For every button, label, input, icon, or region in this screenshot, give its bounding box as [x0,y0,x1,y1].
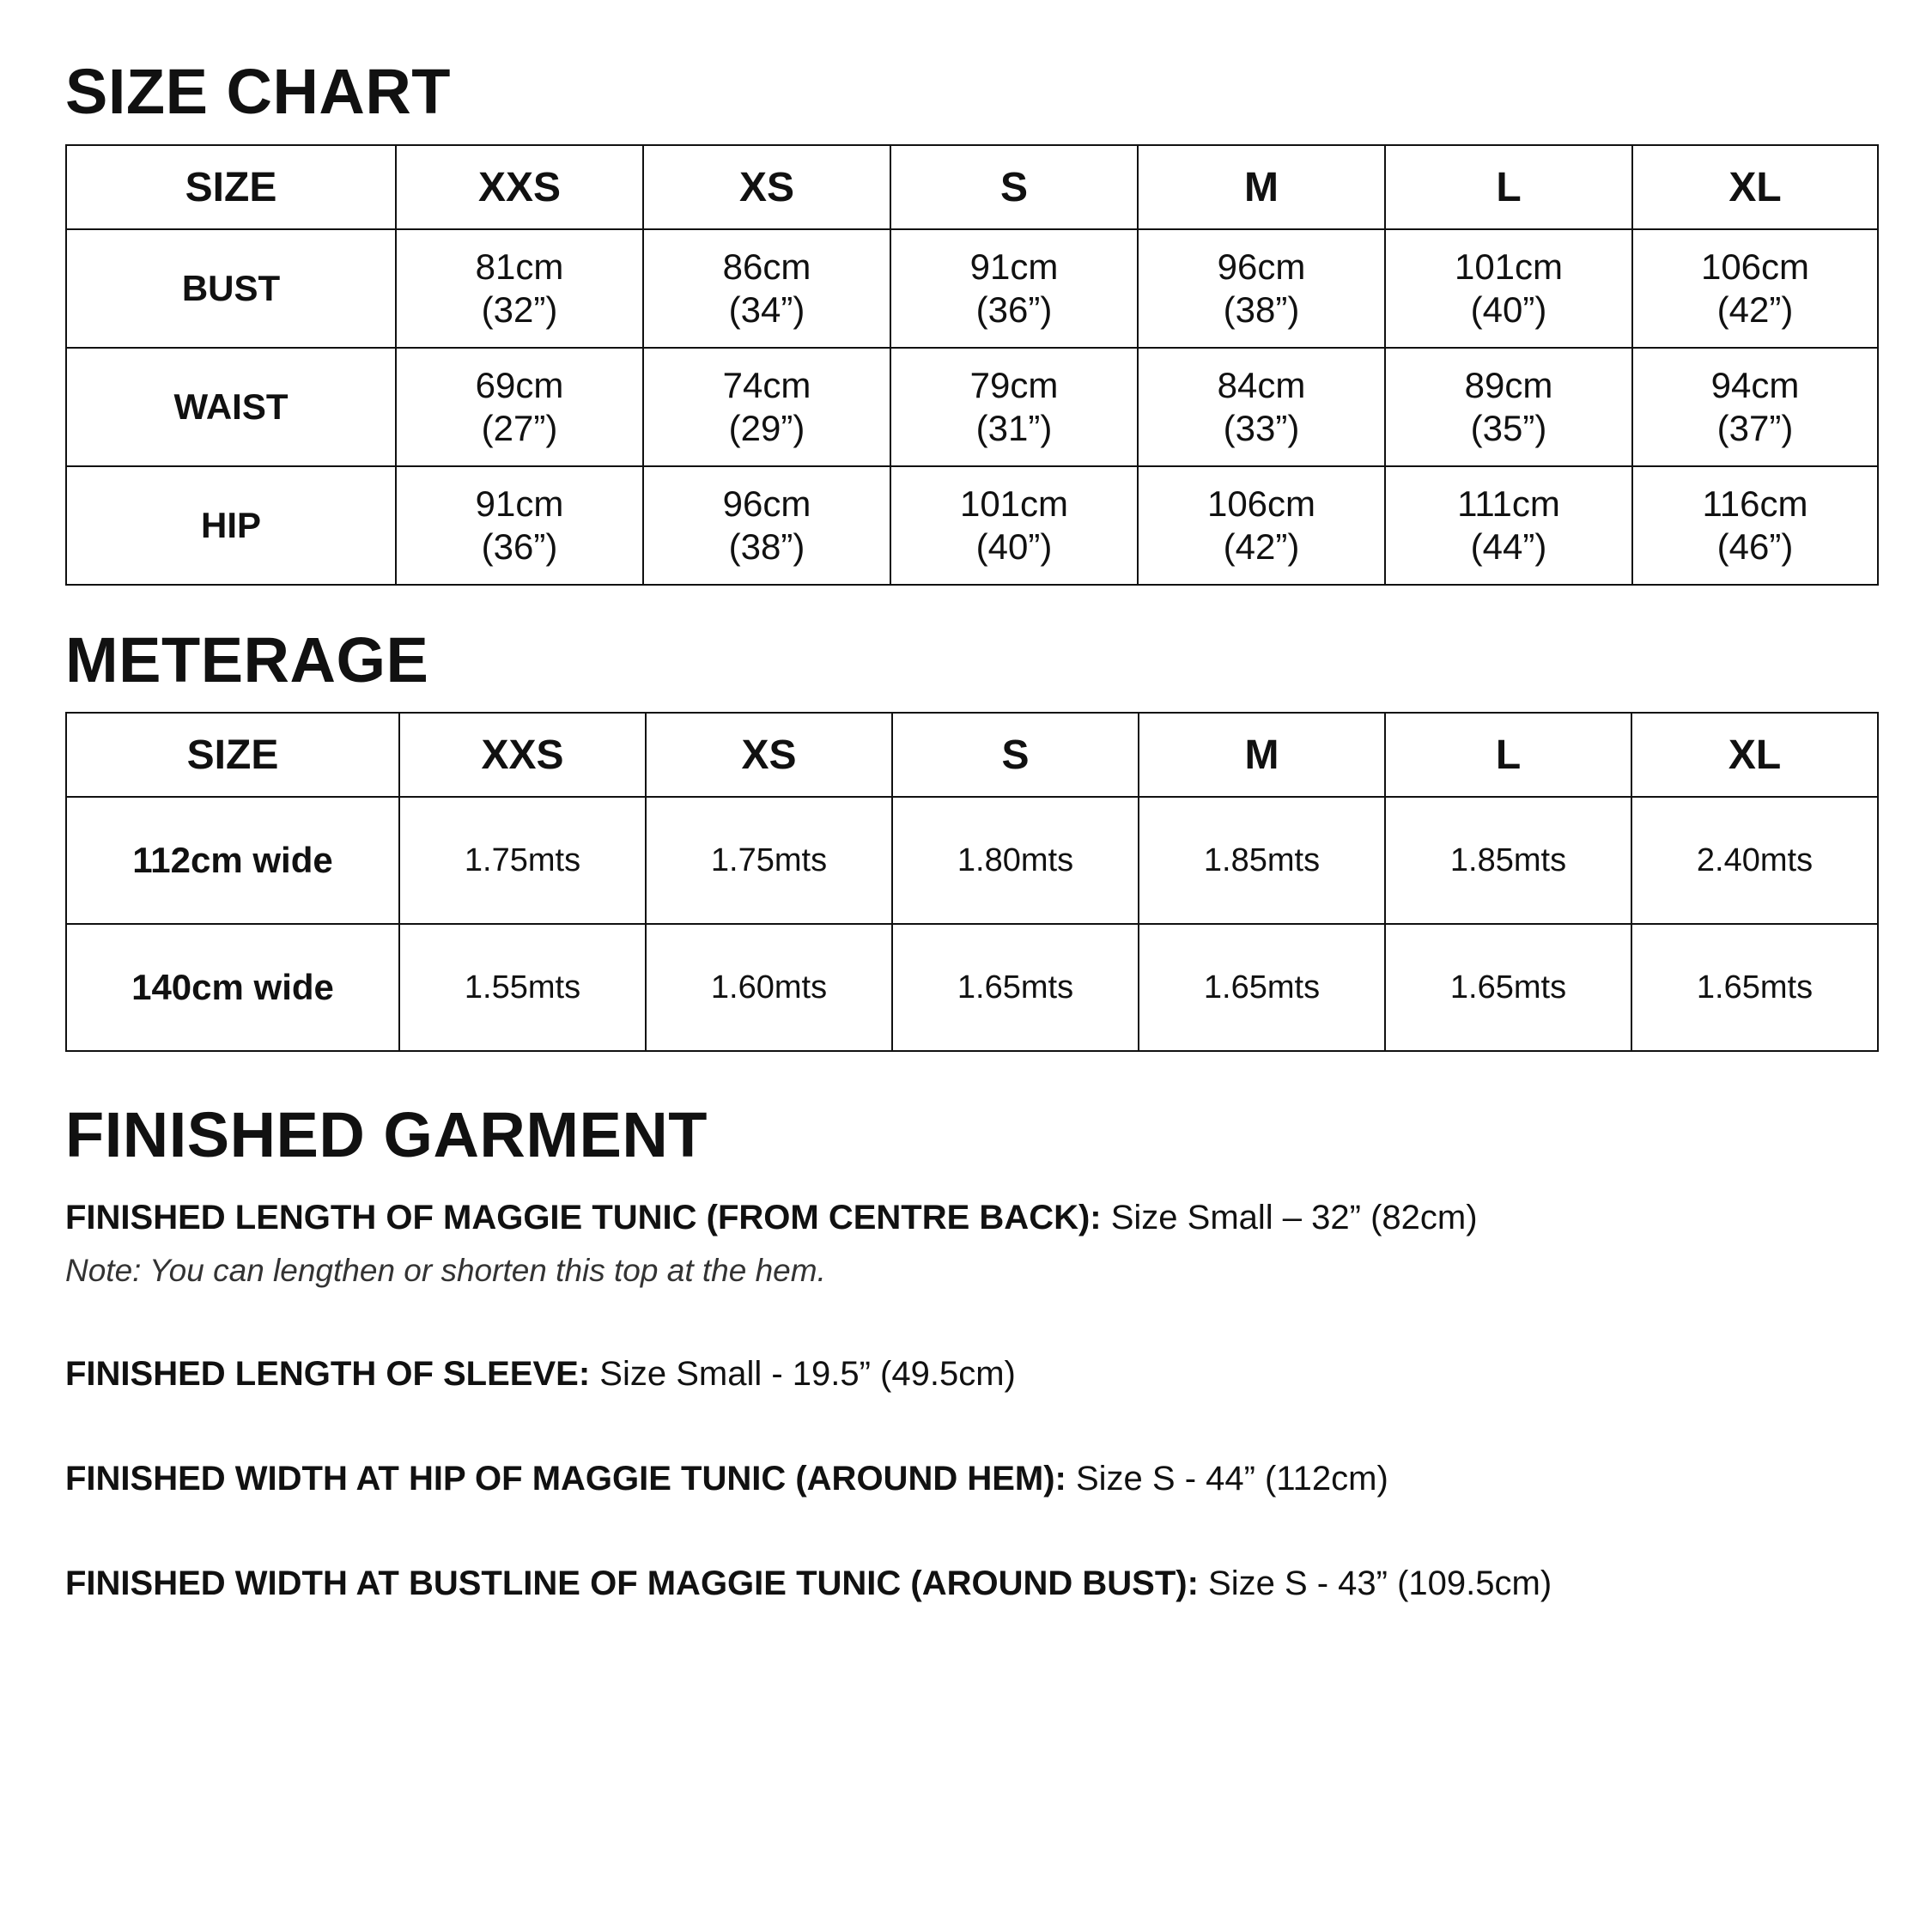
table-cell [1138,229,1385,348]
table-cell [643,348,890,466]
inch-value: (27”) [481,408,558,448]
cm-value: 111cm [1457,483,1560,524]
inch-value: (42”) [1716,289,1794,330]
cm-value: 94cm [1710,365,1800,405]
table-cell: 1.85mts [1385,797,1631,924]
size-chart-header-row [66,145,1878,229]
table-cell [1632,348,1878,466]
row-label-bust: BUST [66,229,396,348]
inch-value: (46”) [1716,526,1794,567]
row-label-112cm-wide: 112cm wide [66,797,399,924]
table-cell [890,348,1138,466]
row-label-hip: HIP [66,466,396,585]
finished-length-spec [65,1197,1478,1238]
inch-value: (31”) [975,408,1053,448]
inch-value: (36”) [481,526,558,567]
inch-value: (32”) [481,289,558,330]
meterage-header-label: SIZE [66,713,399,797]
meterage-header-xl: XL [1631,713,1878,797]
table-cell [643,466,890,585]
table-cell [1632,466,1878,585]
row-label-waist: WAIST [66,348,396,466]
finished-length-value: Size Small – 32” (82cm) [1101,1199,1478,1236]
table-cell [1385,466,1632,585]
table-cell [1632,229,1878,348]
cm-value: 79cm [969,365,1059,405]
size-header-label: SIZE [66,145,396,229]
hem-note: Note: You can lengthen or shorten this top at the hem. [65,1253,826,1288]
cm-value: 116cm [1702,483,1808,524]
inch-value: (34”) [728,289,805,330]
table-cell [890,229,1138,348]
inch-value: (33”) [1223,408,1300,448]
table-cell [1138,348,1385,466]
cm-value: 106cm [1700,246,1810,287]
size-header-xxs: XXS [396,145,643,229]
inch-value: (38”) [728,526,805,567]
size-header-s: S [890,145,1138,229]
hip-width-value: Size S - 44” (112cm) [1066,1460,1388,1498]
inch-value: (36”) [975,289,1053,330]
meterage-header-xxs: XXS [399,713,646,797]
hip-width-spec [65,1458,1388,1499]
size-row-bust [66,229,1878,348]
meterage-title: METERAGE [65,624,429,696]
cm-value: 101cm [1454,246,1564,287]
meterage-header-xs: XS [646,713,892,797]
inch-value: (38”) [1223,289,1300,330]
size-chart-title: SIZE CHART [65,56,451,127]
cm-value: 106cm [1206,483,1316,524]
size-row-waist [66,348,1878,466]
size-row-hip [66,466,1878,585]
bust-width-label: FINISHED WIDTH AT BUSTLINE OF MAGGIE TUNIC (AROUND BUST): [65,1564,1199,1602]
meterage-table [65,712,1879,1052]
table-cell [890,466,1138,585]
cm-value: 74cm [722,365,811,405]
finished-garment-title: FINISHED GARMENT [65,1099,708,1170]
cm-value: 101cm [959,483,1069,524]
inch-value: (40”) [1470,289,1547,330]
size-header-m: M [1138,145,1385,229]
table-cell: 2.40mts [1631,797,1878,924]
sleeve-length-value: Size Small - 19.5” (49.5cm) [590,1355,1016,1393]
inch-value: (42”) [1223,526,1300,567]
table-cell: 1.65mts [1385,924,1631,1051]
cm-value: 69cm [475,365,564,405]
size-header-xs: XS [643,145,890,229]
table-cell [1138,466,1385,585]
table-cell: 1.75mts [646,797,892,924]
meterage-row-112cm [66,797,1878,924]
finished-length-label: FINISHED LENGTH OF MAGGIE TUNIC (FROM CENTRE BACK): [65,1199,1102,1236]
meterage-header-m: M [1139,713,1385,797]
table-cell [1385,348,1632,466]
cm-value: 91cm [475,483,564,524]
row-label-140cm-wide: 140cm wide [66,924,399,1051]
meterage-header-l: L [1385,713,1631,797]
inch-value: (40”) [975,526,1053,567]
table-cell: 1.55mts [399,924,646,1051]
table-cell [643,229,890,348]
sleeve-length-spec [65,1353,1016,1394]
inch-value: (35”) [1470,408,1547,448]
cm-value: 96cm [722,483,811,524]
cm-value: 86cm [722,246,811,287]
inch-value: (37”) [1716,408,1794,448]
table-cell: 1.75mts [399,797,646,924]
meterage-row-140cm [66,924,1878,1051]
table-cell [396,348,643,466]
meterage-header-s: S [892,713,1139,797]
cm-value: 89cm [1464,365,1553,405]
size-header-xl: XL [1632,145,1878,229]
size-header-l: L [1385,145,1632,229]
table-cell [396,466,643,585]
table-cell: 1.65mts [1631,924,1878,1051]
cm-value: 91cm [969,246,1059,287]
table-cell: 1.65mts [1139,924,1385,1051]
inch-value: (44”) [1470,526,1547,567]
table-cell: 1.65mts [892,924,1139,1051]
sleeve-length-label: FINISHED LENGTH OF SLEEVE: [65,1355,591,1393]
size-chart-table [65,144,1879,586]
cm-value: 81cm [475,246,564,287]
table-cell: 1.60mts [646,924,892,1051]
bust-width-value: Size S - 43” (109.5cm) [1198,1564,1552,1602]
meterage-header-row [66,713,1878,797]
hip-width-label: FINISHED WIDTH AT HIP OF MAGGIE TUNIC (AROUND HEM): [65,1460,1066,1498]
inch-value: (29”) [728,408,805,448]
table-cell: 1.85mts [1139,797,1385,924]
cm-value: 96cm [1217,246,1306,287]
table-cell [396,229,643,348]
table-cell [1385,229,1632,348]
bust-width-spec [65,1563,1552,1604]
cm-value: 84cm [1217,365,1306,405]
table-cell: 1.80mts [892,797,1139,924]
